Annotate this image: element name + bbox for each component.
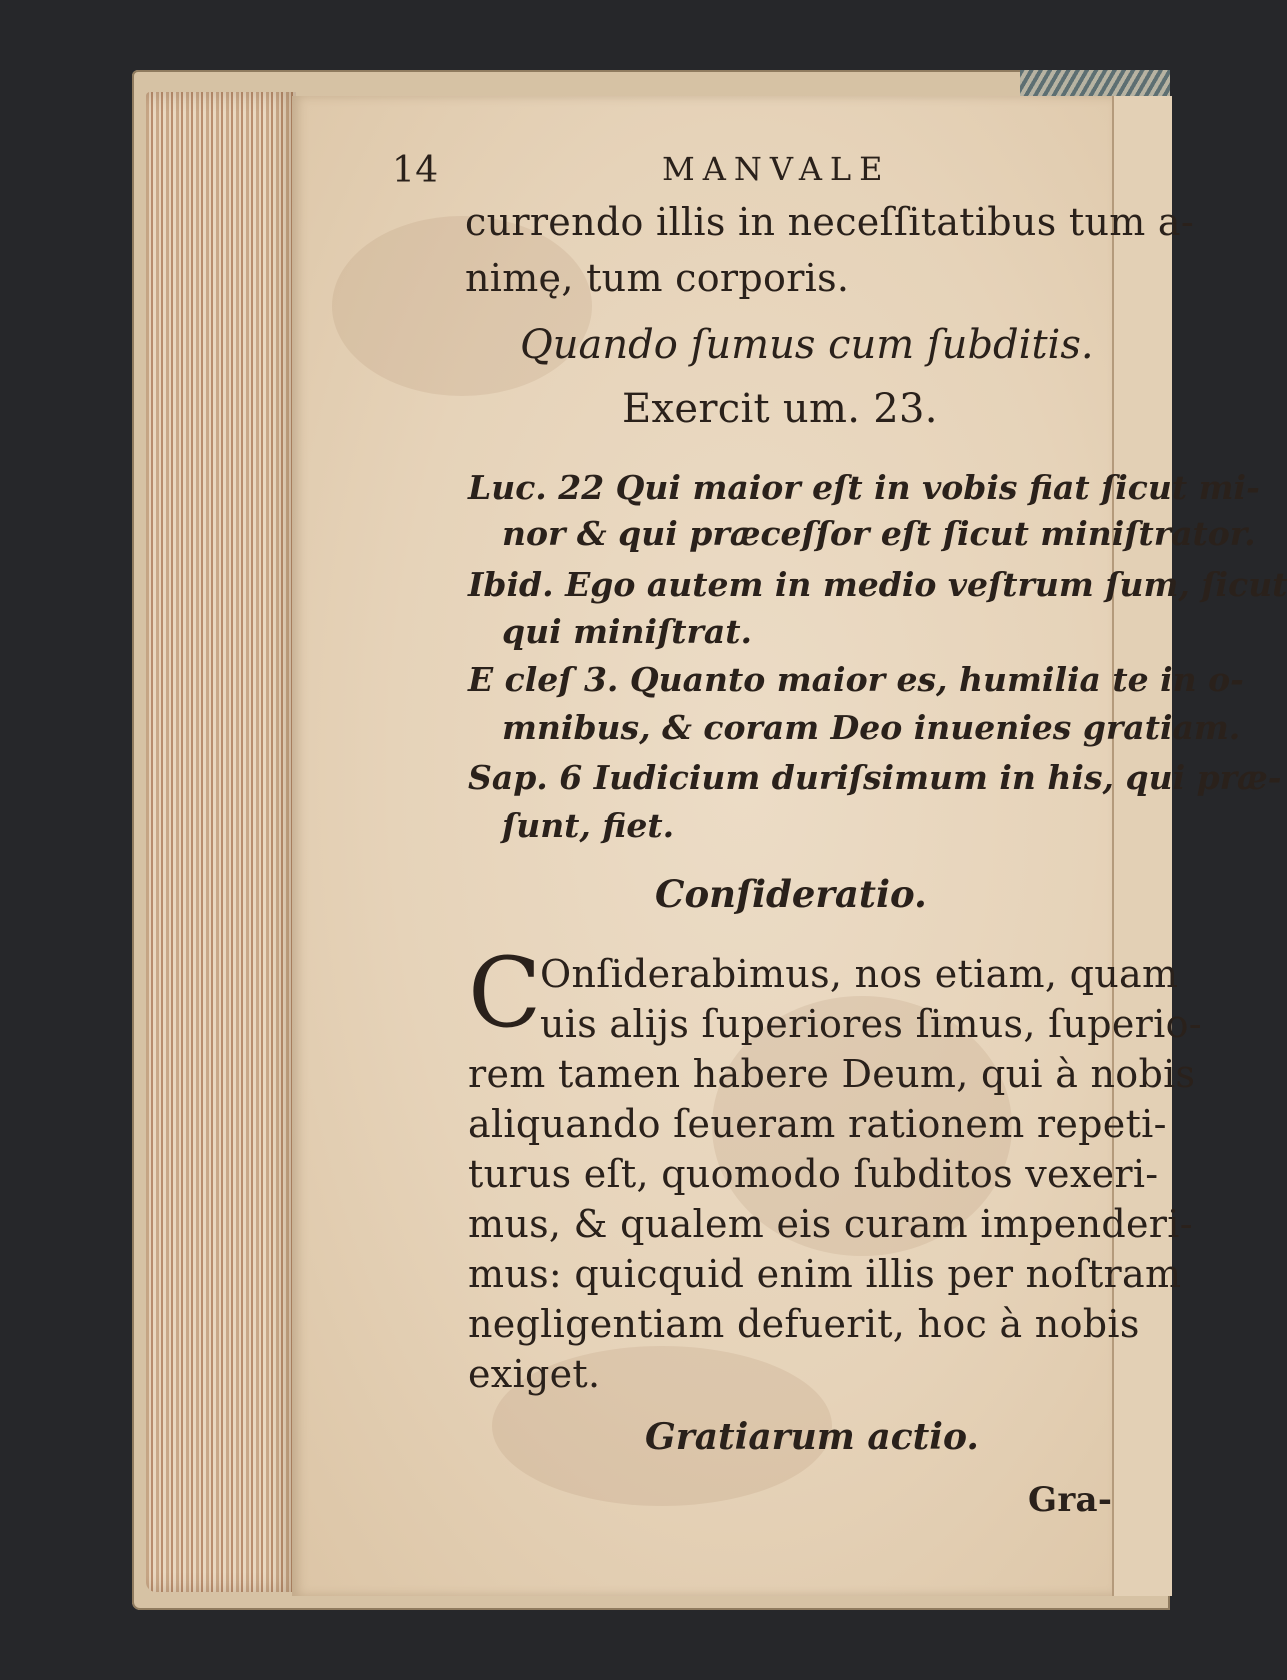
body-line: rem tamen habere Deum, qui à nobis — [468, 1052, 1196, 1096]
body-line: uis alijs ſuperiores ſimus, ſuperio- — [540, 1002, 1202, 1046]
exercise-heading: Exercit um. 23. — [622, 386, 938, 432]
gratiarum-heading: Gratiarum actio. — [645, 1416, 979, 1458]
binding-spine — [1020, 70, 1170, 98]
body-line: exiget. — [468, 1352, 601, 1396]
left-page — [292, 96, 1112, 1596]
running-head: MANVALE — [662, 150, 891, 188]
scripture-line: Sap. 6 Iudicium duriſsimum in his, qui præ- — [468, 758, 1282, 797]
section-heading: Quando ſumus cum ſubditis. — [520, 322, 1094, 368]
scripture-line: ſunt, fiet. — [502, 806, 675, 845]
body-line: negligentiam defuerit, hoc à nobis — [468, 1302, 1140, 1346]
page-number: 14 — [392, 150, 439, 191]
scripture-line: qui miniſtrat. — [502, 612, 753, 651]
body-line: mus: quicquid enim illis per noſtram — [468, 1252, 1182, 1296]
body-line: turus eſt, quomodo ſubditos vexeri- — [468, 1152, 1159, 1196]
scripture-line: mnibus, & coram Deo inuenies gratiam. — [502, 708, 1241, 747]
scripture-line: Ibid. Ego autem in medio veſtrum ſum, ſicut — [468, 565, 1287, 604]
scripture-line: E clеſ 3. Quanto maior es, humilia te in o- — [468, 660, 1244, 699]
scripture-line: Luc. 22 Qui maior eſt in vobis fiat ſicut mi- — [468, 468, 1260, 507]
page-edges — [146, 92, 296, 1592]
body-line: Onſiderabimus, nos etiam, quam — [540, 952, 1179, 996]
consideratio-heading: Conſideratio. — [655, 872, 927, 916]
body-line: aliquando ſeueram rationem repeti- — [468, 1102, 1167, 1146]
right-page-edge — [1112, 96, 1172, 1596]
text-line: nimę, tum corporis. — [465, 256, 850, 300]
body-line: mus, & qualem eis curam impenderi- — [468, 1202, 1193, 1246]
catchword: Gra- — [1028, 1480, 1113, 1520]
drop-capital: C — [468, 937, 542, 1049]
scripture-line: nor & qui præceſſor eſt ſicut miniſtrator. — [502, 514, 1256, 553]
text-line: currendo illis in neceſſitatibus tum a- — [465, 200, 1195, 244]
